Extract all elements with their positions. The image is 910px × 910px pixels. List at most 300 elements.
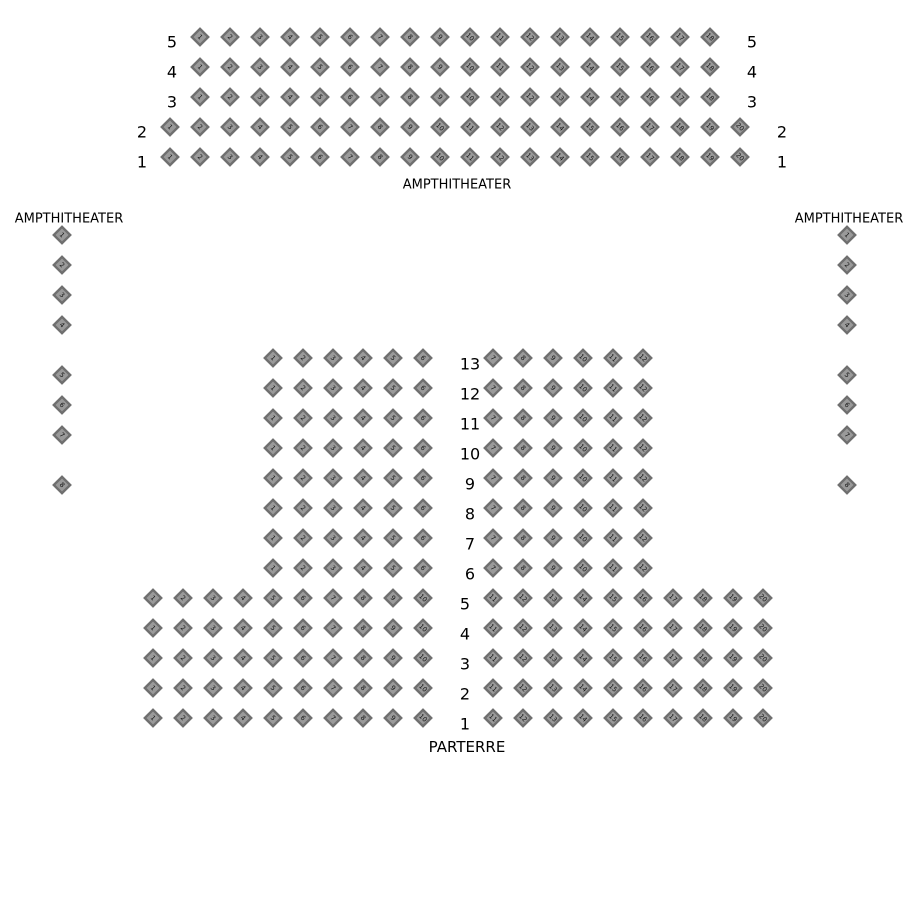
parterre-seat[interactable] — [603, 468, 623, 488]
parterre-seat[interactable] — [483, 408, 503, 428]
amphitheater-right-seat[interactable] — [837, 395, 857, 415]
parterre-seat[interactable] — [413, 558, 433, 578]
parterre-seat[interactable] — [483, 348, 503, 368]
parterre-seat[interactable] — [603, 528, 623, 548]
parterre-seat[interactable] — [263, 408, 283, 428]
amphitheater-seat[interactable] — [640, 147, 660, 167]
amphitheater-seat[interactable] — [490, 147, 510, 167]
parterre-seat[interactable] — [203, 678, 223, 698]
parterre-seat[interactable] — [633, 678, 653, 698]
amphitheater-seat[interactable] — [640, 87, 660, 107]
amphitheater-left-seat[interactable] — [52, 225, 72, 245]
parterre-seat[interactable] — [723, 678, 743, 698]
parterre-seat[interactable] — [383, 468, 403, 488]
parterre-seat[interactable] — [633, 648, 653, 668]
parterre-seat[interactable] — [353, 378, 373, 398]
parterre-seat[interactable] — [293, 588, 313, 608]
parterre-seat[interactable] — [353, 528, 373, 548]
parterre-seat[interactable] — [353, 408, 373, 428]
amphitheater-seat[interactable] — [640, 27, 660, 47]
parterre-seat[interactable] — [323, 408, 343, 428]
parterre-seat[interactable] — [413, 378, 433, 398]
parterre-seat[interactable] — [633, 348, 653, 368]
parterre-seat[interactable] — [603, 498, 623, 518]
parterre-seat[interactable] — [543, 588, 563, 608]
amphitheater-seat[interactable] — [640, 57, 660, 77]
amphitheater-seat[interactable] — [340, 57, 360, 77]
parterre-seat[interactable] — [263, 378, 283, 398]
parterre-seat[interactable] — [413, 498, 433, 518]
parterre-seat[interactable] — [723, 708, 743, 728]
parterre-seat[interactable] — [513, 618, 533, 638]
parterre-seat[interactable] — [753, 678, 773, 698]
amphitheater-seat[interactable] — [280, 27, 300, 47]
amphitheater-seat[interactable] — [610, 147, 630, 167]
parterre-seat[interactable] — [413, 408, 433, 428]
amphitheater-seat[interactable] — [400, 57, 420, 77]
parterre-seat[interactable] — [603, 588, 623, 608]
parterre-seat[interactable] — [383, 648, 403, 668]
parterre-seat[interactable] — [323, 648, 343, 668]
parterre-seat[interactable] — [603, 438, 623, 458]
amphitheater-seat[interactable] — [190, 117, 210, 137]
parterre-seat[interactable] — [513, 468, 533, 488]
parterre-seat[interactable] — [203, 588, 223, 608]
parterre-seat[interactable] — [633, 438, 653, 458]
parterre-seat[interactable] — [483, 678, 503, 698]
amphitheater-seat[interactable] — [220, 117, 240, 137]
parterre-seat[interactable] — [413, 648, 433, 668]
amphitheater-seat[interactable] — [430, 147, 450, 167]
parterre-seat[interactable] — [143, 708, 163, 728]
parterre-seat[interactable] — [633, 378, 653, 398]
parterre-seat[interactable] — [293, 438, 313, 458]
parterre-seat[interactable] — [173, 588, 193, 608]
parterre-seat[interactable] — [513, 378, 533, 398]
parterre-seat[interactable] — [693, 588, 713, 608]
parterre-seat[interactable] — [603, 708, 623, 728]
amphitheater-seat[interactable] — [610, 27, 630, 47]
parterre-seat[interactable] — [143, 648, 163, 668]
amphitheater-seat[interactable] — [490, 117, 510, 137]
amphitheater-seat[interactable] — [670, 87, 690, 107]
parterre-seat[interactable] — [413, 468, 433, 488]
amphitheater-seat[interactable] — [160, 147, 180, 167]
parterre-seat[interactable] — [513, 648, 533, 668]
amphitheater-right-seat[interactable] — [837, 285, 857, 305]
parterre-seat[interactable] — [293, 618, 313, 638]
parterre-seat[interactable] — [543, 708, 563, 728]
parterre-seat[interactable] — [483, 528, 503, 548]
parterre-seat[interactable] — [513, 528, 533, 548]
parterre-seat[interactable] — [663, 678, 683, 698]
amphitheater-left-seat[interactable] — [52, 365, 72, 385]
parterre-seat[interactable] — [513, 678, 533, 698]
parterre-seat[interactable] — [383, 618, 403, 638]
parterre-seat[interactable] — [263, 468, 283, 488]
parterre-seat[interactable] — [663, 648, 683, 668]
parterre-seat[interactable] — [543, 648, 563, 668]
amphitheater-seat[interactable] — [610, 117, 630, 137]
parterre-seat[interactable] — [603, 348, 623, 368]
parterre-seat[interactable] — [203, 618, 223, 638]
parterre-seat[interactable] — [143, 618, 163, 638]
amphitheater-seat[interactable] — [370, 147, 390, 167]
parterre-seat[interactable] — [353, 498, 373, 518]
parterre-seat[interactable] — [353, 678, 373, 698]
amphitheater-left-seat[interactable] — [52, 475, 72, 495]
amphitheater-right-seat[interactable] — [837, 315, 857, 335]
amphitheater-left-seat[interactable] — [52, 395, 72, 415]
amphitheater-seat[interactable] — [580, 57, 600, 77]
parterre-seat[interactable] — [573, 498, 593, 518]
parterre-seat[interactable] — [293, 528, 313, 548]
parterre-seat[interactable] — [543, 468, 563, 488]
amphitheater-seat[interactable] — [400, 27, 420, 47]
parterre-seat[interactable] — [293, 408, 313, 428]
amphitheater-seat[interactable] — [490, 57, 510, 77]
amphitheater-seat[interactable] — [280, 57, 300, 77]
parterre-seat[interactable] — [293, 708, 313, 728]
parterre-seat[interactable] — [203, 708, 223, 728]
parterre-seat[interactable] — [603, 618, 623, 638]
parterre-seat[interactable] — [543, 528, 563, 548]
parterre-seat[interactable] — [573, 648, 593, 668]
parterre-seat[interactable] — [753, 618, 773, 638]
parterre-seat[interactable] — [353, 348, 373, 368]
parterre-seat[interactable] — [543, 378, 563, 398]
amphitheater-seat[interactable] — [700, 57, 720, 77]
amphitheater-seat[interactable] — [310, 87, 330, 107]
amphitheater-seat[interactable] — [340, 27, 360, 47]
parterre-seat[interactable] — [263, 528, 283, 548]
parterre-seat[interactable] — [173, 678, 193, 698]
parterre-seat[interactable] — [573, 378, 593, 398]
amphitheater-seat[interactable] — [340, 117, 360, 137]
parterre-seat[interactable] — [413, 588, 433, 608]
amphitheater-seat[interactable] — [250, 57, 270, 77]
amphitheater-seat[interactable] — [670, 147, 690, 167]
amphitheater-seat[interactable] — [280, 147, 300, 167]
amphitheater-seat[interactable] — [370, 57, 390, 77]
parterre-seat[interactable] — [383, 408, 403, 428]
amphitheater-left-seat[interactable] — [52, 425, 72, 445]
parterre-seat[interactable] — [663, 618, 683, 638]
parterre-seat[interactable] — [693, 708, 713, 728]
parterre-seat[interactable] — [323, 468, 343, 488]
amphitheater-seat[interactable] — [490, 87, 510, 107]
parterre-seat[interactable] — [323, 498, 343, 518]
amphitheater-right-seat[interactable] — [837, 425, 857, 445]
parterre-seat[interactable] — [413, 348, 433, 368]
amphitheater-seat[interactable] — [370, 117, 390, 137]
parterre-seat[interactable] — [383, 438, 403, 458]
parterre-seat[interactable] — [263, 348, 283, 368]
parterre-seat[interactable] — [483, 438, 503, 458]
amphitheater-seat[interactable] — [520, 117, 540, 137]
amphitheater-seat[interactable] — [220, 27, 240, 47]
parterre-seat[interactable] — [483, 558, 503, 578]
amphitheater-seat[interactable] — [160, 117, 180, 137]
parterre-seat[interactable] — [573, 618, 593, 638]
parterre-seat[interactable] — [633, 528, 653, 548]
amphitheater-seat[interactable] — [190, 147, 210, 167]
amphitheater-seat[interactable] — [430, 27, 450, 47]
parterre-seat[interactable] — [663, 708, 683, 728]
parterre-seat[interactable] — [293, 348, 313, 368]
parterre-seat[interactable] — [543, 408, 563, 428]
parterre-seat[interactable] — [263, 588, 283, 608]
parterre-seat[interactable] — [323, 678, 343, 698]
parterre-seat[interactable] — [693, 648, 713, 668]
parterre-seat[interactable] — [573, 558, 593, 578]
parterre-seat[interactable] — [293, 648, 313, 668]
parterre-seat[interactable] — [603, 558, 623, 578]
parterre-seat[interactable] — [693, 618, 713, 638]
amphitheater-seat[interactable] — [460, 87, 480, 107]
parterre-seat[interactable] — [633, 588, 653, 608]
amphitheater-seat[interactable] — [550, 87, 570, 107]
amphitheater-seat[interactable] — [220, 57, 240, 77]
amphitheater-seat[interactable] — [340, 147, 360, 167]
amphitheater-seat[interactable] — [730, 117, 750, 137]
amphitheater-seat[interactable] — [520, 57, 540, 77]
parterre-seat[interactable] — [263, 498, 283, 518]
parterre-seat[interactable] — [383, 708, 403, 728]
parterre-seat[interactable] — [353, 648, 373, 668]
parterre-seat[interactable] — [573, 408, 593, 428]
parterre-seat[interactable] — [753, 648, 773, 668]
amphitheater-seat[interactable] — [250, 87, 270, 107]
amphitheater-seat[interactable] — [490, 27, 510, 47]
amphitheater-seat[interactable] — [250, 27, 270, 47]
parterre-seat[interactable] — [573, 528, 593, 548]
amphitheater-seat[interactable] — [280, 117, 300, 137]
parterre-seat[interactable] — [663, 588, 683, 608]
parterre-seat[interactable] — [383, 558, 403, 578]
parterre-seat[interactable] — [263, 558, 283, 578]
amphitheater-seat[interactable] — [550, 147, 570, 167]
parterre-seat[interactable] — [353, 618, 373, 638]
amphitheater-left-seat[interactable] — [52, 315, 72, 335]
amphitheater-seat[interactable] — [310, 57, 330, 77]
parterre-seat[interactable] — [603, 648, 623, 668]
parterre-seat[interactable] — [323, 618, 343, 638]
parterre-seat[interactable] — [383, 348, 403, 368]
parterre-seat[interactable] — [353, 468, 373, 488]
parterre-seat[interactable] — [323, 528, 343, 548]
amphitheater-seat[interactable] — [520, 87, 540, 107]
parterre-seat[interactable] — [143, 678, 163, 698]
parterre-seat[interactable] — [323, 348, 343, 368]
parterre-seat[interactable] — [293, 468, 313, 488]
parterre-seat[interactable] — [723, 588, 743, 608]
amphitheater-left-seat[interactable] — [52, 285, 72, 305]
parterre-seat[interactable] — [513, 348, 533, 368]
parterre-seat[interactable] — [513, 588, 533, 608]
parterre-seat[interactable] — [573, 678, 593, 698]
amphitheater-seat[interactable] — [460, 57, 480, 77]
parterre-seat[interactable] — [233, 588, 253, 608]
amphitheater-seat[interactable] — [430, 117, 450, 137]
amphitheater-seat[interactable] — [640, 117, 660, 137]
amphitheater-seat[interactable] — [250, 147, 270, 167]
parterre-seat[interactable] — [513, 708, 533, 728]
amphitheater-seat[interactable] — [460, 117, 480, 137]
parterre-seat[interactable] — [323, 588, 343, 608]
amphitheater-seat[interactable] — [730, 147, 750, 167]
parterre-seat[interactable] — [263, 708, 283, 728]
amphitheater-seat[interactable] — [520, 147, 540, 167]
parterre-seat[interactable] — [633, 708, 653, 728]
parterre-seat[interactable] — [753, 588, 773, 608]
parterre-seat[interactable] — [263, 648, 283, 668]
amphitheater-seat[interactable] — [460, 147, 480, 167]
amphitheater-seat[interactable] — [430, 87, 450, 107]
parterre-seat[interactable] — [573, 708, 593, 728]
parterre-seat[interactable] — [413, 708, 433, 728]
parterre-seat[interactable] — [263, 678, 283, 698]
amphitheater-seat[interactable] — [370, 87, 390, 107]
parterre-seat[interactable] — [353, 708, 373, 728]
amphitheater-right-seat[interactable] — [837, 225, 857, 245]
parterre-seat[interactable] — [323, 438, 343, 458]
parterre-seat[interactable] — [353, 588, 373, 608]
amphitheater-seat[interactable] — [400, 87, 420, 107]
amphitheater-seat[interactable] — [670, 117, 690, 137]
amphitheater-seat[interactable] — [340, 87, 360, 107]
parterre-seat[interactable] — [483, 618, 503, 638]
parterre-seat[interactable] — [543, 438, 563, 458]
parterre-seat[interactable] — [483, 648, 503, 668]
amphitheater-seat[interactable] — [190, 27, 210, 47]
amphitheater-seat[interactable] — [370, 27, 390, 47]
parterre-seat[interactable] — [723, 648, 743, 668]
amphitheater-seat[interactable] — [190, 57, 210, 77]
amphitheater-seat[interactable] — [250, 117, 270, 137]
amphitheater-left-seat[interactable] — [52, 255, 72, 275]
parterre-seat[interactable] — [383, 378, 403, 398]
parterre-seat[interactable] — [483, 708, 503, 728]
parterre-seat[interactable] — [293, 378, 313, 398]
parterre-seat[interactable] — [383, 498, 403, 518]
parterre-seat[interactable] — [323, 378, 343, 398]
parterre-seat[interactable] — [573, 468, 593, 488]
parterre-seat[interactable] — [543, 498, 563, 518]
parterre-seat[interactable] — [573, 438, 593, 458]
parterre-seat[interactable] — [543, 558, 563, 578]
amphitheater-seat[interactable] — [220, 147, 240, 167]
parterre-seat[interactable] — [543, 618, 563, 638]
amphitheater-seat[interactable] — [610, 87, 630, 107]
amphitheater-seat[interactable] — [400, 147, 420, 167]
parterre-seat[interactable] — [413, 618, 433, 638]
parterre-seat[interactable] — [143, 588, 163, 608]
amphitheater-seat[interactable] — [550, 27, 570, 47]
parterre-seat[interactable] — [723, 618, 743, 638]
amphitheater-seat[interactable] — [430, 57, 450, 77]
parterre-seat[interactable] — [483, 378, 503, 398]
amphitheater-right-seat[interactable] — [837, 255, 857, 275]
amphitheater-seat[interactable] — [310, 27, 330, 47]
parterre-seat[interactable] — [233, 708, 253, 728]
parterre-seat[interactable] — [353, 438, 373, 458]
amphitheater-right-seat[interactable] — [837, 365, 857, 385]
parterre-seat[interactable] — [603, 378, 623, 398]
parterre-seat[interactable] — [173, 648, 193, 668]
amphitheater-seat[interactable] — [670, 27, 690, 47]
parterre-seat[interactable] — [603, 678, 623, 698]
parterre-seat[interactable] — [353, 558, 373, 578]
parterre-seat[interactable] — [383, 588, 403, 608]
parterre-seat[interactable] — [513, 558, 533, 578]
parterre-seat[interactable] — [383, 678, 403, 698]
amphitheater-seat[interactable] — [520, 27, 540, 47]
parterre-seat[interactable] — [513, 408, 533, 428]
parterre-seat[interactable] — [323, 708, 343, 728]
amphitheater-seat[interactable] — [310, 117, 330, 137]
amphitheater-seat[interactable] — [220, 87, 240, 107]
amphitheater-seat[interactable] — [460, 27, 480, 47]
amphitheater-right-seat[interactable] — [837, 475, 857, 495]
amphitheater-seat[interactable] — [700, 147, 720, 167]
parterre-seat[interactable] — [173, 708, 193, 728]
parterre-seat[interactable] — [233, 678, 253, 698]
parterre-seat[interactable] — [633, 498, 653, 518]
parterre-seat[interactable] — [483, 588, 503, 608]
parterre-seat[interactable] — [233, 618, 253, 638]
amphitheater-seat[interactable] — [580, 87, 600, 107]
parterre-seat[interactable] — [413, 678, 433, 698]
parterre-seat[interactable] — [263, 618, 283, 638]
amphitheater-seat[interactable] — [610, 57, 630, 77]
amphitheater-seat[interactable] — [700, 117, 720, 137]
amphitheater-seat[interactable] — [580, 147, 600, 167]
amphitheater-seat[interactable] — [700, 87, 720, 107]
amphitheater-seat[interactable] — [550, 117, 570, 137]
parterre-seat[interactable] — [633, 558, 653, 578]
parterre-seat[interactable] — [633, 408, 653, 428]
parterre-seat[interactable] — [173, 618, 193, 638]
parterre-seat[interactable] — [413, 528, 433, 548]
parterre-seat[interactable] — [753, 708, 773, 728]
parterre-seat[interactable] — [543, 348, 563, 368]
parterre-seat[interactable] — [293, 558, 313, 578]
parterre-seat[interactable] — [483, 498, 503, 518]
parterre-seat[interactable] — [693, 678, 713, 698]
amphitheater-seat[interactable] — [670, 57, 690, 77]
amphitheater-seat[interactable] — [700, 27, 720, 47]
amphitheater-seat[interactable] — [190, 87, 210, 107]
amphitheater-seat[interactable] — [280, 87, 300, 107]
parterre-seat[interactable] — [573, 588, 593, 608]
parterre-seat[interactable] — [513, 498, 533, 518]
parterre-seat[interactable] — [573, 348, 593, 368]
parterre-seat[interactable] — [603, 408, 623, 428]
parterre-seat[interactable] — [633, 468, 653, 488]
parterre-seat[interactable] — [383, 528, 403, 548]
amphitheater-seat[interactable] — [400, 117, 420, 137]
amphitheater-seat[interactable] — [550, 57, 570, 77]
parterre-seat[interactable] — [323, 558, 343, 578]
amphitheater-seat[interactable] — [310, 147, 330, 167]
parterre-seat[interactable] — [543, 678, 563, 698]
parterre-seat[interactable] — [413, 438, 433, 458]
parterre-seat[interactable] — [483, 468, 503, 488]
parterre-seat[interactable] — [293, 678, 313, 698]
parterre-seat[interactable] — [513, 438, 533, 458]
parterre-seat[interactable] — [263, 438, 283, 458]
